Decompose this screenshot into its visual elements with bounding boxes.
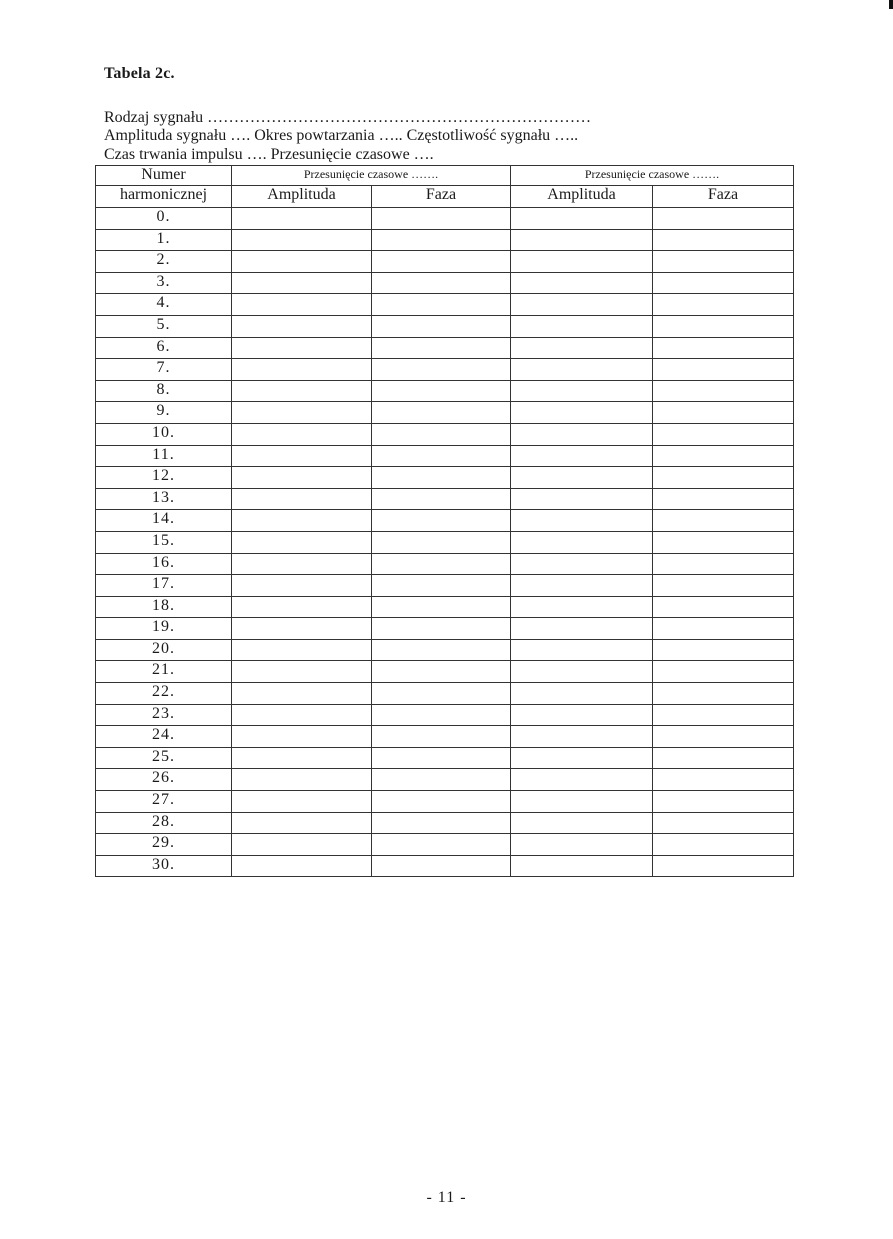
page-number: - 11 - <box>426 1189 467 1206</box>
phase-right-cell[interactable] <box>653 812 794 834</box>
table-row <box>96 294 794 316</box>
phase-right-cell[interactable] <box>653 380 794 402</box>
amplitude-left-cell[interactable] <box>232 812 372 834</box>
table-row <box>96 834 794 856</box>
amplitude-left-cell[interactable] <box>232 467 372 489</box>
phase-left-cell[interactable] <box>372 294 511 316</box>
phase-right-cell[interactable] <box>653 445 794 467</box>
table-body <box>96 208 794 877</box>
phase-left-cell[interactable] <box>372 531 511 553</box>
table-row <box>96 747 794 769</box>
phase-left-cell[interactable] <box>372 315 511 337</box>
harmonic-number-cell: 10. <box>96 423 232 445</box>
harmonic-number-cell: 4. <box>96 294 232 316</box>
table-row <box>96 272 794 294</box>
harmonic-number-cell: 16. <box>96 553 232 575</box>
table-row <box>96 791 794 813</box>
amplitude-left-cell[interactable] <box>232 294 372 316</box>
phase-right-cell[interactable] <box>653 553 794 575</box>
amplitude-left-cell[interactable] <box>232 747 372 769</box>
harmonic-number-cell: 29. <box>96 834 232 856</box>
phase-right-cell[interactable] <box>653 855 794 877</box>
table-row <box>96 467 794 489</box>
phase-left-cell[interactable] <box>372 272 511 294</box>
phase-right-cell[interactable] <box>653 294 794 316</box>
amplitude-left-cell[interactable] <box>232 855 372 877</box>
table-row <box>96 445 794 467</box>
amplitude-right-cell[interactable] <box>511 445 653 467</box>
table-row <box>96 855 794 877</box>
table-row <box>96 510 794 532</box>
phase-left-cell[interactable] <box>372 661 511 683</box>
phase-right-cell[interactable] <box>653 423 794 445</box>
amplitude-right-cell[interactable] <box>511 834 653 856</box>
amplitude-left-cell[interactable] <box>232 834 372 856</box>
table-row <box>96 359 794 381</box>
amplitude-right-cell[interactable] <box>511 726 653 748</box>
harmonic-number-cell: 11. <box>96 445 232 467</box>
harmonic-number-cell: 23. <box>96 704 232 726</box>
amplitude-right-cell[interactable] <box>511 510 653 532</box>
amplitude-right-cell[interactable] <box>511 618 653 640</box>
harmonic-number-cell: 22. <box>96 683 232 705</box>
scan-corner-mark <box>889 0 893 9</box>
harmonic-number-cell: 18. <box>96 596 232 618</box>
harmonic-number-cell: 21. <box>96 661 232 683</box>
table-row <box>96 769 794 791</box>
phase-left-cell[interactable] <box>372 337 511 359</box>
harmonic-number-cell: 13. <box>96 488 232 510</box>
phase-left-cell[interactable] <box>372 747 511 769</box>
phase-right-cell[interactable] <box>653 661 794 683</box>
phase-right-cell[interactable] <box>653 704 794 726</box>
table-row <box>96 423 794 445</box>
header-amplitude-right: Amplituda <box>511 186 653 208</box>
phase-right-cell[interactable] <box>653 726 794 748</box>
amplitude-left-cell[interactable] <box>232 251 372 273</box>
amplitude-right-cell[interactable] <box>511 294 653 316</box>
amplitude-right-cell[interactable] <box>511 769 653 791</box>
phase-left-cell[interactable] <box>372 704 511 726</box>
phase-left-cell[interactable] <box>372 445 511 467</box>
harmonic-number-cell: 17. <box>96 575 232 597</box>
table-row <box>96 380 794 402</box>
amplitude-left-cell[interactable] <box>232 315 372 337</box>
harmonic-number-cell: 24. <box>96 726 232 748</box>
table-row <box>96 337 794 359</box>
harmonic-number-cell: 30. <box>96 855 232 877</box>
amplitude-right-cell[interactable] <box>511 704 653 726</box>
table-row <box>96 812 794 834</box>
amplitude-left-cell[interactable] <box>232 596 372 618</box>
amplitude-left-cell[interactable] <box>232 769 372 791</box>
amplitude-right-cell[interactable] <box>511 380 653 402</box>
harmonic-number-cell: 9. <box>96 402 232 424</box>
amplitude-left-cell[interactable] <box>232 531 372 553</box>
amplitude-left-cell[interactable] <box>232 380 372 402</box>
table-row <box>96 251 794 273</box>
amplitude-left-cell[interactable] <box>232 639 372 661</box>
phase-left-cell[interactable] <box>372 402 511 424</box>
table-row <box>96 618 794 640</box>
table-row <box>96 229 794 251</box>
phase-right-cell[interactable] <box>653 834 794 856</box>
phase-right-cell[interactable] <box>653 531 794 553</box>
table-row <box>96 531 794 553</box>
amplitude-left-cell[interactable] <box>232 510 372 532</box>
phase-left-cell[interactable] <box>372 575 511 597</box>
amplitude-right-cell[interactable] <box>511 596 653 618</box>
table-title: Tabela 2c. <box>104 65 175 82</box>
phase-left-cell[interactable] <box>372 229 511 251</box>
amplitude-left-cell[interactable] <box>232 618 372 640</box>
harmonic-number-cell: 19. <box>96 618 232 640</box>
phase-left-cell[interactable] <box>372 596 511 618</box>
header-number-bottom <box>96 186 232 208</box>
amplitude-left-cell[interactable] <box>232 791 372 813</box>
amplitude-right-cell[interactable] <box>511 661 653 683</box>
amplitude-right-cell[interactable] <box>511 467 653 489</box>
harmonic-number-cell: 0. <box>96 208 232 230</box>
phase-left-cell[interactable] <box>372 467 511 489</box>
harmonic-number-cell: 2. <box>96 251 232 273</box>
amplitude-left-cell[interactable] <box>232 359 372 381</box>
phase-right-cell[interactable] <box>653 208 794 230</box>
phase-right-cell[interactable] <box>653 683 794 705</box>
table-row <box>96 553 794 575</box>
phase-right-cell[interactable] <box>653 596 794 618</box>
phase-left-cell[interactable] <box>372 683 511 705</box>
amplitude-right-cell[interactable] <box>511 488 653 510</box>
header-group-left: Przesunięcie czasowe ……. <box>232 166 511 186</box>
phase-right-cell[interactable] <box>653 618 794 640</box>
amplitude-left-cell[interactable] <box>232 488 372 510</box>
amplitude-left-cell[interactable] <box>232 553 372 575</box>
header-number-line1: Numer <box>141 166 186 183</box>
phase-right-cell[interactable] <box>653 272 794 294</box>
amplitude-left-cell[interactable] <box>232 726 372 748</box>
header-amplitude-left: Amplituda <box>232 186 372 208</box>
harmonic-number-cell: 7. <box>96 359 232 381</box>
phase-right-cell[interactable] <box>653 488 794 510</box>
table-row <box>96 402 794 424</box>
phase-left-cell[interactable] <box>372 359 511 381</box>
amplitude-right-cell[interactable] <box>511 575 653 597</box>
phase-right-cell[interactable] <box>653 229 794 251</box>
table-row <box>96 726 794 748</box>
harmonic-number-cell: 12. <box>96 467 232 489</box>
amplitude-left-cell[interactable] <box>232 575 372 597</box>
phase-left-cell[interactable] <box>372 251 511 273</box>
amplitude-left-cell[interactable] <box>232 272 372 294</box>
phase-right-cell[interactable] <box>653 359 794 381</box>
amplitude-right-cell[interactable] <box>511 251 653 273</box>
harmonics-table <box>95 165 794 877</box>
phase-left-cell[interactable] <box>372 423 511 445</box>
harmonic-number-cell: 28. <box>96 812 232 834</box>
phase-right-cell[interactable] <box>653 747 794 769</box>
amplitude-right-cell[interactable] <box>511 791 653 813</box>
harmonic-number-cell: 6. <box>96 337 232 359</box>
header-phase-right: Faza <box>653 186 794 208</box>
table-row <box>96 208 794 230</box>
header-phase-left: Faza <box>372 186 511 208</box>
phase-right-cell[interactable] <box>653 251 794 273</box>
table-row <box>96 488 794 510</box>
header-group-right: Przesunięcie czasowe ……. <box>511 166 794 186</box>
phase-left-cell[interactable] <box>372 510 511 532</box>
harmonic-number-cell: 1. <box>96 229 232 251</box>
phase-right-cell[interactable] <box>653 639 794 661</box>
phase-right-cell[interactable] <box>653 791 794 813</box>
impulse-parameters-line: Czas trwania impulsu …. Przesunięcie czasowe …. <box>104 146 434 163</box>
amplitude-left-cell[interactable] <box>232 229 372 251</box>
harmonic-number-cell: 25. <box>96 747 232 769</box>
phase-left-cell[interactable] <box>372 488 511 510</box>
phase-right-cell[interactable] <box>653 769 794 791</box>
harmonic-number-cell: 5. <box>96 315 232 337</box>
amplitude-right-cell[interactable] <box>511 531 653 553</box>
amplitude-right-cell[interactable] <box>511 812 653 834</box>
table-row <box>96 596 794 618</box>
phase-left-cell[interactable] <box>372 769 511 791</box>
amplitude-left-cell[interactable] <box>232 661 372 683</box>
phase-left-cell[interactable] <box>372 553 511 575</box>
signal-type-line: Rodzaj sygnału ……………………………………………………………… <box>104 109 592 126</box>
phase-right-cell[interactable] <box>653 575 794 597</box>
amplitude-left-cell[interactable] <box>232 445 372 467</box>
phase-left-cell[interactable] <box>372 380 511 402</box>
phase-left-cell[interactable] <box>372 726 511 748</box>
phase-right-cell[interactable] <box>653 467 794 489</box>
harmonic-number-cell: 14. <box>96 510 232 532</box>
amplitude-left-cell[interactable] <box>232 337 372 359</box>
phase-left-cell[interactable] <box>372 791 511 813</box>
amplitude-right-cell[interactable] <box>511 423 653 445</box>
header-number-top <box>96 166 232 186</box>
amplitude-right-cell[interactable] <box>511 359 653 381</box>
amplitude-right-cell[interactable] <box>511 639 653 661</box>
amplitude-right-cell[interactable] <box>511 337 653 359</box>
harmonic-number-cell: 26. <box>96 769 232 791</box>
signal-parameters-line: Amplituda sygnału …. Okres powtarzania ….. Częstotliwość sygnału ….. <box>104 127 579 144</box>
amplitude-right-cell[interactable] <box>511 402 653 424</box>
amplitude-left-cell[interactable] <box>232 423 372 445</box>
harmonic-number-cell: 8. <box>96 380 232 402</box>
table-row <box>96 661 794 683</box>
harmonic-number-cell: 27. <box>96 791 232 813</box>
phase-left-cell[interactable] <box>372 639 511 661</box>
amplitude-right-cell[interactable] <box>511 683 653 705</box>
phase-left-cell[interactable] <box>372 834 511 856</box>
amplitude-left-cell[interactable] <box>232 208 372 230</box>
amplitude-left-cell[interactable] <box>232 402 372 424</box>
amplitude-right-cell[interactable] <box>511 229 653 251</box>
amplitude-right-cell[interactable] <box>511 747 653 769</box>
phase-left-cell[interactable] <box>372 812 511 834</box>
harmonic-number-cell: 20. <box>96 639 232 661</box>
phase-right-cell[interactable] <box>653 315 794 337</box>
header-number-line2: harmonicznej <box>119 186 208 203</box>
phase-left-cell[interactable] <box>372 618 511 640</box>
table-row <box>96 683 794 705</box>
table-row <box>96 704 794 726</box>
phase-left-cell[interactable] <box>372 208 511 230</box>
harmonic-number-cell: 15. <box>96 531 232 553</box>
phase-right-cell[interactable] <box>653 510 794 532</box>
amplitude-right-cell[interactable] <box>511 315 653 337</box>
phase-right-cell[interactable] <box>653 402 794 424</box>
amplitude-left-cell[interactable] <box>232 704 372 726</box>
amplitude-right-cell[interactable] <box>511 272 653 294</box>
amplitude-left-cell[interactable] <box>232 683 372 705</box>
phase-right-cell[interactable] <box>653 337 794 359</box>
amplitude-right-cell[interactable] <box>511 208 653 230</box>
amplitude-right-cell[interactable] <box>511 855 653 877</box>
phase-left-cell[interactable] <box>372 855 511 877</box>
harmonic-number-cell: 3. <box>96 272 232 294</box>
table-row <box>96 639 794 661</box>
amplitude-right-cell[interactable] <box>511 553 653 575</box>
table-row <box>96 315 794 337</box>
table-row <box>96 575 794 597</box>
